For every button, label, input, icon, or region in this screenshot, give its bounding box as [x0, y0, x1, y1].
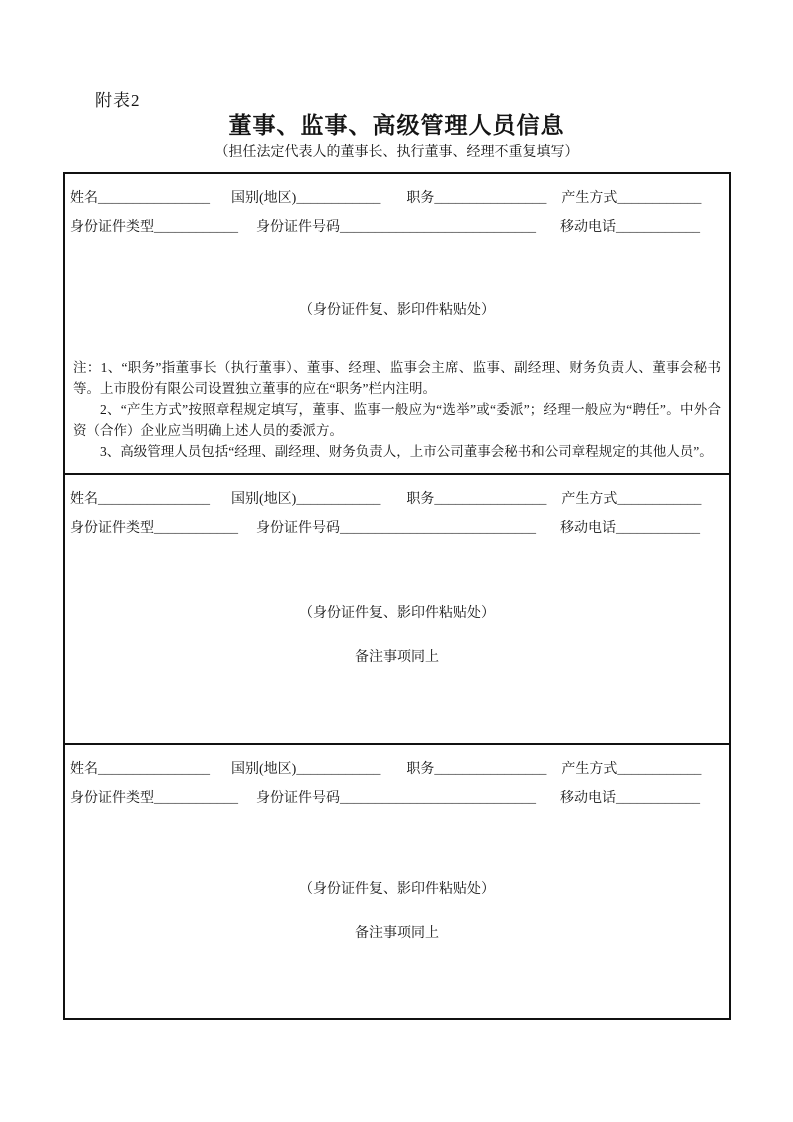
- nationality-field: [231, 186, 380, 212]
- mobile-blank-line[interactable]: ____________: [616, 791, 700, 806]
- id-number-blank-line[interactable]: ____________________________: [340, 220, 536, 235]
- mobile-label: 移动电话: [560, 791, 616, 806]
- person-row-identity: [70, 186, 724, 212]
- nationality-label: 国别(地区): [231, 492, 297, 507]
- id-number-label: 身份证件号码: [256, 220, 340, 235]
- remark-same-as-above-note: 备注事项同上: [355, 924, 439, 940]
- id-number-label: 身份证件号码: [256, 521, 340, 536]
- id-type-field: [70, 516, 238, 542]
- position-blank-line[interactable]: ________________: [434, 762, 547, 777]
- nationality-label: 国别(地区): [231, 762, 297, 777]
- note-line-3: 3、高级管理人员包括“经理、副经理、财务负责人，上市公司董事会秘书和公司章程规定的其他人员”。: [100, 444, 713, 459]
- id-number-blank-line[interactable]: ____________________________: [340, 791, 536, 806]
- mobile-blank-line[interactable]: ____________: [616, 220, 700, 235]
- nationality-blank-line[interactable]: ____________: [296, 492, 381, 507]
- name-blank-line[interactable]: ________________: [98, 191, 210, 206]
- appointment-method-field: [561, 757, 701, 783]
- id-type-field: [70, 786, 238, 812]
- appointment-method-label: 产生方式: [561, 492, 618, 507]
- id-type-blank-line[interactable]: ____________: [154, 521, 238, 536]
- mobile-label: 移动电话: [560, 521, 616, 536]
- person-row-credentials: [70, 516, 724, 542]
- id-copy-paste-area-note: （身份证件复、影印件粘贴处）: [299, 606, 495, 621]
- note-line-2: 2、“产生方式”按照章程规定填写，董事、监事一般应为“选举”或“委派”；经理一般应为“聘任”。中外合资（合作）企业应当明确上述人员的委派方。: [73, 402, 721, 438]
- page-subtitle: （担任法定代表人的董事长、执行董事、经理不重复填写）: [214, 145, 579, 160]
- id-type-blank-line[interactable]: ____________: [154, 791, 238, 806]
- person-section-2: [65, 473, 729, 743]
- appointment-method-field: [561, 186, 701, 212]
- id-number-field: [256, 786, 536, 812]
- appointment-method-blank-line[interactable]: ____________: [617, 492, 702, 507]
- position-label: 职务: [406, 191, 435, 206]
- mobile-field: [560, 215, 700, 241]
- appendix-label: 附表2: [95, 91, 141, 110]
- id-number-field: [256, 215, 536, 241]
- mobile-label: 移动电话: [560, 220, 616, 235]
- person-row-credentials: [70, 786, 724, 812]
- appointment-method-blank-line[interactable]: ____________: [617, 762, 702, 777]
- name-field: [70, 186, 210, 212]
- id-number-blank-line[interactable]: ____________________________: [340, 521, 536, 536]
- appointment-method-label: 产生方式: [561, 191, 618, 206]
- id-type-label: 身份证件类型: [70, 521, 154, 536]
- name-field: [70, 757, 210, 783]
- remark-same-as-above-note: 备注事项同上: [355, 648, 439, 664]
- person-section-1: [65, 174, 729, 473]
- page-title: 董事、监事、高级管理人员信息: [228, 112, 565, 138]
- id-type-blank-line[interactable]: ____________: [154, 220, 238, 235]
- position-label: 职务: [406, 762, 435, 777]
- appointment-method-label: 产生方式: [561, 762, 618, 777]
- form-notes: [70, 357, 724, 462]
- position-blank-line[interactable]: ________________: [434, 191, 547, 206]
- nationality-field: [231, 487, 380, 513]
- name-label: 姓名: [70, 492, 98, 507]
- appointment-method-field: [561, 487, 701, 513]
- name-blank-line[interactable]: ________________: [98, 762, 210, 777]
- position-field: [406, 186, 546, 212]
- position-label: 职务: [406, 492, 435, 507]
- position-field: [406, 757, 546, 783]
- id-type-label: 身份证件类型: [70, 220, 154, 235]
- appointment-method-blank-line[interactable]: ____________: [617, 191, 702, 206]
- name-field: [70, 487, 210, 513]
- id-type-field: [70, 215, 238, 241]
- nationality-blank-line[interactable]: ____________: [296, 762, 381, 777]
- person-row-identity: [70, 757, 724, 783]
- id-number-field: [256, 516, 536, 542]
- id-type-label: 身份证件类型: [70, 791, 154, 806]
- position-blank-line[interactable]: ________________: [434, 492, 547, 507]
- position-field: [406, 487, 546, 513]
- mobile-blank-line[interactable]: ____________: [616, 521, 700, 536]
- person-row-credentials: [70, 215, 724, 241]
- nationality-blank-line[interactable]: ____________: [296, 191, 381, 206]
- id-copy-paste-area-note: （身份证件复、影印件粘贴处）: [299, 303, 495, 318]
- note-line-1: 注：1、“职务”指董事长（执行董事）、董事、经理、监事会主席、监事、副经理、财务负责人、董事会秘书等。上市股份有限公司设置独立董事的应在“职务”栏内注明。: [73, 360, 721, 396]
- nationality-field: [231, 757, 380, 783]
- name-label: 姓名: [70, 762, 98, 777]
- id-number-label: 身份证件号码: [256, 791, 340, 806]
- nationality-label: 国别(地区): [231, 191, 297, 206]
- form-box: [63, 172, 731, 1020]
- name-label: 姓名: [70, 191, 98, 206]
- person-row-identity: [70, 487, 724, 513]
- id-copy-paste-area-note: （身份证件复、影印件粘贴处）: [299, 882, 495, 897]
- mobile-field: [560, 516, 700, 542]
- mobile-field: [560, 786, 700, 812]
- person-section-3: [65, 743, 729, 1018]
- name-blank-line[interactable]: ________________: [98, 492, 210, 507]
